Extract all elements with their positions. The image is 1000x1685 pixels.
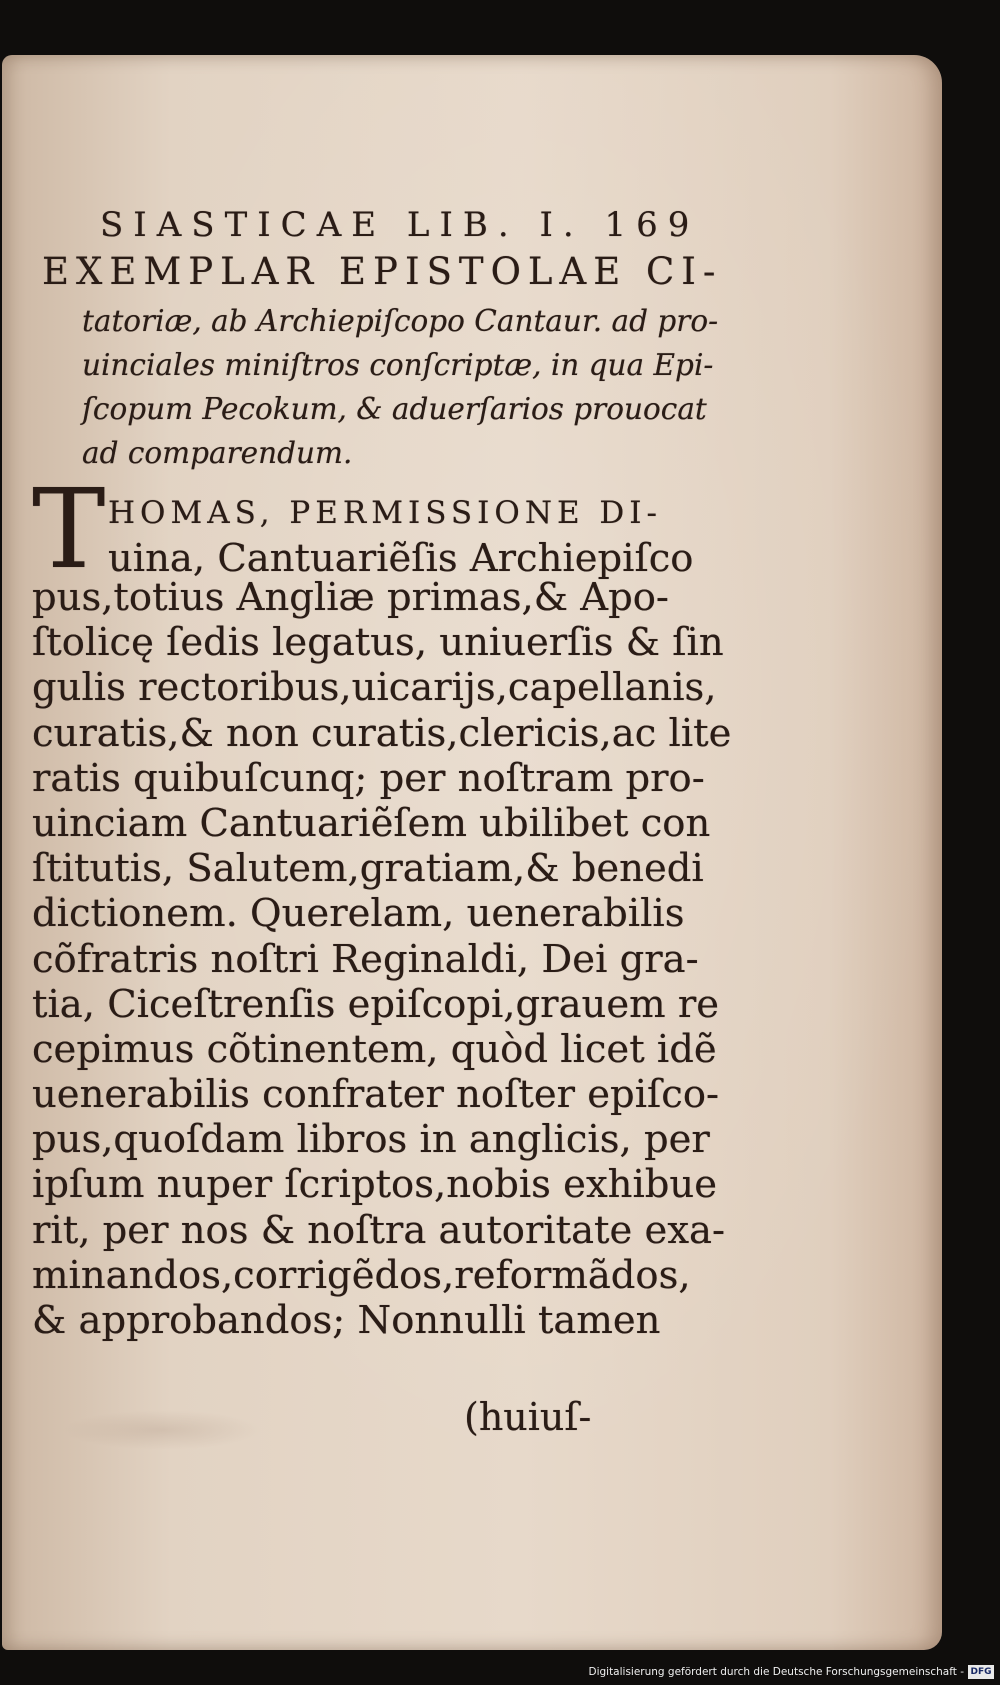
body-line: uinciam Cantuariẽſem ubilibet con [32,800,711,846]
body-line: gulis rectoribus,uicarijs,capellanis, [32,665,717,711]
opening-lines-text [108,485,693,581]
running-head: SIASTICAE LIB. I. 169 [100,205,700,245]
body-line: & approbandos; Nonnulli tamen [32,1298,661,1343]
opening-lines [32,465,694,593]
letter-body [32,465,732,1343]
body-line: minandos,corrigẽdos,reformãdos, [32,1252,691,1298]
book-page [2,55,942,1650]
body-line: ratis quibuſcunq; per noſtram pro- [32,755,705,801]
body-line: rit, per nos & noſtra autoritate exa- [32,1207,725,1253]
body-line: tia, Ciceſtrenſis epiſcopi,grauem re [32,981,720,1027]
body-line: pus,totius Angliæ primas,& Apo- [32,575,669,620]
body-line: curatis,& non curatis,clericis,ac lite [32,710,732,756]
body-line: ipſum nuper ſcriptos,nobis exhibue [32,1162,717,1208]
caption-line: ad comparendum. [82,436,353,470]
caption-line: uinciales miniſtros conſcriptæ, in qua Epi- [82,348,714,382]
body-line: uina, Cantuariẽſis Archiepiſco [108,536,694,581]
caption-title: EXEMPLAR EPISTOLAE CI- [42,250,723,293]
show-through-smudge [62,1410,262,1450]
body-line: cepimus cõtinentem, quòd licet idẽ [32,1026,717,1072]
body-line: ſtolicę ſedis legatus, uniuerſis & ſin [32,620,724,666]
body-line: uenerabilis confrater noſter epiſco- [32,1072,720,1118]
body-line: dictionem. Querelam, uenerabilis [32,891,685,937]
caption-line: tatoriæ, ab Archiepiſcopo Cantaur. ad pro- [82,304,719,338]
digitization-credit: Digitalisierung gefördert durch die Deutsche Forschungsgemeinschaft - [588,1666,964,1678]
dfg-logo: DFG [968,1665,994,1679]
body-line: ſtitutis, Salutem,gratiam,& benedi [32,846,704,892]
caption-line: ſcopum Pecokum, & aduerſarios prouocat [82,392,707,426]
letter-caption [42,250,723,475]
body-line: pus,quoſdam libros in anglicis, per [32,1117,710,1163]
drop-cap: T [32,465,106,593]
body-line: cõfratris noſtri Reginaldi, Dei gra- [32,936,699,982]
body-line: HOMAS, PERMISSIONE DI- [108,495,663,531]
catchword: (huiuſ- [464,1395,592,1439]
